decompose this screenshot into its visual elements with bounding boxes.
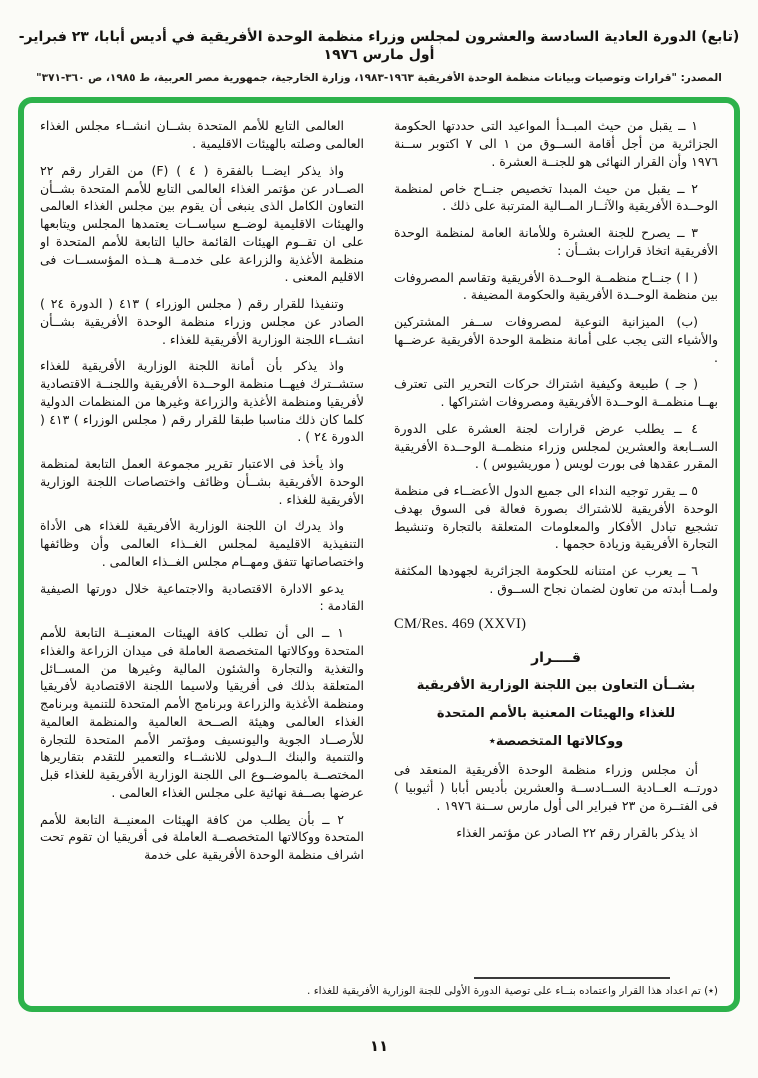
paragraph-resolution-413: وتنفيذا للقرار رقم ( مجلس الوزراء ) ٤١٣ ( الدورة ٢٤ ) الصادر عن مجلس وزراء منظمة الوحدة الأفريقية بشــأن انشــاء اللجنة الوزارية الأفريقية للغذاء . bbox=[40, 296, 364, 347]
footnote-text: (٭) تم اعداد هذا القرار واعتماده بنــاء على توصية الدورة الأولى للجنة الوزارية الأفريقية للغذاء . bbox=[307, 985, 718, 998]
source-line: المصدر: "قرارات وتوصيات وبيانات منظمة الوحدة الأفريقية ١٩٦٣-١٩٨٣، وزارة الخارجية، جمهورية مصر العربية، ط ١٩٨٥، ص ٣٦٠-٣٧١" bbox=[36, 72, 722, 85]
paragraph-item-4: ٤ ــ يطلب عرض قرارات لجنة العشرة على الدورة الســابعة والعشرين لمجلس وزراء منظمــة الوحــدة الأفريقية المقرر عقدها فى بورت لويس ( موريشيوس ) . bbox=[394, 420, 718, 472]
page-header bbox=[0, 0, 758, 84]
resolution-code: CM/Res. 469 (XXVI) bbox=[394, 615, 527, 632]
paragraph-regional-organ: واذ يدرك ان اللجنة الوزارية الأفريقية للغذاء هى الأداة التنفيذية الاقليمية لمجلس الغــذاء العالمى وأن وظائفها واختصاصاتها تتفق ومهــام مجلس الغــذاء العالمى . bbox=[40, 518, 364, 569]
resolution-title-line-1: قــــرار bbox=[531, 649, 581, 666]
paragraph-subitem-a: ( ا ) جنــاح منظمــة الوحــدة الأفريقية وتقاسم المصروفات بين منظمة الوحــدة الأفريقية والحكومة المضيفة . bbox=[394, 269, 718, 303]
column-first-right bbox=[394, 117, 718, 971]
paragraph-secretariat: واذ يذكر بأن أمانة اللجنة الوزارية الأفريقية للغذاء ستشــترك فيهــا منظمة الوحــدة الأفريقية واللجنــة الاقتصادية لأفريقيا ومنظمة الأغذية والزراعة وغيرها من المنظمات الدولية كلما كان ذلك مناسبا طبقا للقرار رقم ( مجلس الوزراء ) ٤١٣ ( الدورة ٢٤ ) . bbox=[40, 358, 364, 445]
paragraph-item-6: ٦ ــ يعرب عن امتنانه للحكومة الجزائرية لجهودها المكثفة ولمــا أبدته من تعاون لضمان نجاح الســوق . bbox=[394, 563, 718, 596]
session-title: (تابع) الدورة العادية السادسة والعشرون لمجلس وزراء منظمة الوحدة الأفريقية في أديس أبابا، ٢٣ فبراير- أول مارس ١٩٧٦ bbox=[18, 29, 740, 64]
resolution-title-line-4: ووكالاتها المتخصصة٭ bbox=[488, 733, 624, 749]
column-second-left bbox=[40, 117, 364, 971]
paragraph-subitem-b: (ب) الميزانية النوعية لمصروفات ســفر المشتركين والأشياء التى يجب على أمانة منظمة الوحدة الأفريقية عرضــها . bbox=[394, 314, 718, 365]
paragraph-item-1: ١ ــ يقبل من حيث المبــدأ المواعيد التى حددتها الحكومة الجزائرية من أجل أقامة الســوق من ١ الى ٧ اكتوبر ســنة ١٩٧٦ وأن القرار النهائى هو للجنــة العشرة . bbox=[394, 118, 718, 169]
page-number: ١١ bbox=[369, 1037, 389, 1056]
paragraph-working-group: واذ يأخذ فى الاعتبار تقرير مجموعة العمل التابعة لمنظمة الوحدة الأفريقية بشــأن وظائف واختصاصات اللجنة الوزارية الأفريقية للغذاء . bbox=[40, 456, 364, 507]
paragraph-subitem-c: ( جـ ) طبيعة وكيفية اشتراك حركات التحرير التى تعترف بهــا منظمــة الوحــدة الأفريقية ومصروفات اشتراكها . bbox=[394, 376, 718, 410]
paragraph-recall-f: واذ يذكر ايضــا بالفقرة ( ٤ ) (F) من القرار رقم ٢٢ الصــادر عن مؤتمر الغذاء العالمى التابع للأمم المتحدة بشــأن التعاون الكامل الذى ينبغى أن يقوم بين مجلس الغذاء العالمى والهيئات الاقليمية لوضــع سياســات يعتمدها المجلس ويتابعها على ان تقــوم الهيئات القائمة حاليا التابعة للأمم المتحدة او منظمة الأغذية والزراعة على خدمــة هــذه المؤسســات فى الاقليم المعنى . bbox=[40, 162, 364, 285]
paragraph-preamble-1: أن مجلس وزراء منظمة الوحدة الأفريقية المنعقد فى دورتــه العــادية الســادســة والعشرين بأديس أبابا ( أثيوبيا ) فى الفتــرة من ٢٣ فبراير الى أول مارس ســنة ١٩٧٦ . bbox=[394, 762, 718, 813]
paragraph-invites: يدعو الادارة الاقتصادية والاجتماعية خلال دورتها الصيفية القادمة : bbox=[40, 580, 364, 614]
resolution-title-line-3: للغذاء والهيئات المعنية بالأمم المتحدة bbox=[436, 705, 676, 721]
document-frame bbox=[18, 97, 740, 1012]
paragraph-invite-item-2: ٢ ــ بأن يطلب من كافة الهيئات المعنيــة التابعة للأمم المتحدة ووكالاتها المتخصصــة العاملة فى أفريقيا ان تقوم تحت اشراف منظمة الوحدة الأفريقية على خدمة bbox=[40, 811, 364, 863]
paragraph-item-3: ٣ ــ يصرح للجنة العشرة وللأمانة العامة لمنظمة الوحدة الأفريقية اتخاذ قرارات بشــأن : bbox=[394, 225, 718, 258]
paragraph-preamble-2: اذ يذكر بالقرار رقم ٢٢ الصادر عن مؤتمر الغذاء bbox=[456, 824, 698, 840]
paragraph-item-2: ٢ ــ يقبل من حيث المبدا تخصيص جنــاح خاص لمنظمة الوحــدة الأفريقية والآثــار المــالية المترتبة على ذلك . bbox=[394, 180, 718, 214]
paragraph-invite-item-1: ١ ــ الى أن تطلب كافة الهيئات المعنيــة التابعة للأمم المتحدة ووكالاتها المتخصصة العاملة فى ميدان الزراعة والغذاء والتغذية والتجارة والشئون المالية وغيرها من المســائل المتعلقة بذلك فى أفريقيا ولاسيما اللجنة الاقتصادية لأفريقيا ومنظمة الأغذية والزراعة وبرنامج الأمم المتحدة للتنمية وبرنامج الغذاء العالمى وهيئة الصــحة العالمية والمنظمة العالمية للأرصــاد الجوية واليونسيف ومؤتمر الأمم المتحدة للتجارة والتنمية والبنك الــدولى للانشــاء والتعمير للتقدم بتقاريرها المختصــة بالموضــوع الى اللجنة الوزارية الأفريقية للغذاء قبل عرضها بصــفة نهائية على مجلس الغذاء العالمى . bbox=[40, 625, 364, 800]
paragraph-item-5: ٥ ــ يقرر توجيه النداء الى جميع الدول الأعضــاء فى منظمة الوحدة الأفريقية للاشتراك بصورة فعالة فى السوق بهدف تشجيع تبادل الأفكار والمعلومات المتعلقة بالتجارة وتنشيط التجارة الأفريقية وزيادة حجمها . bbox=[394, 483, 718, 552]
footnote-divider bbox=[474, 977, 670, 979]
paragraph-continuation: العالمى التابع للأمم المتحدة بشــان انشــاء مجلس الغذاء العالمى وصلته بالهيئات الاقليمية . bbox=[40, 118, 364, 152]
two-column-text bbox=[40, 117, 718, 971]
resolution-title-line-2: بشــأن التعاون بين اللجنة الوزارية الأفريقية bbox=[416, 677, 696, 693]
footnote-block bbox=[40, 971, 718, 998]
